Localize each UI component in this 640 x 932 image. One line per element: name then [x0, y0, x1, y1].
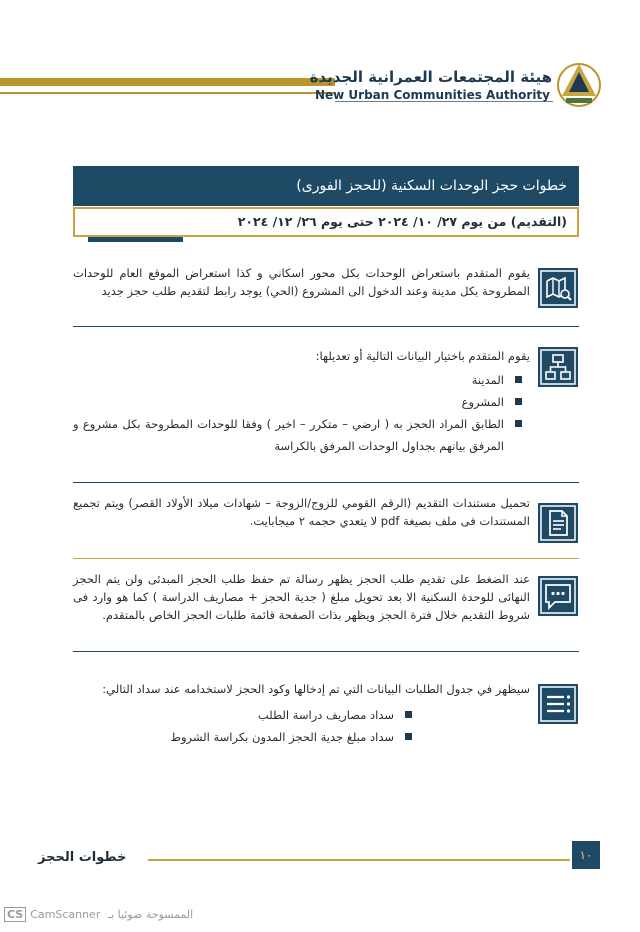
header-gold-line	[0, 92, 335, 94]
list-item: الطابق المراد الحجز به ( ارضي – متكرر – اخير ) وفقا للوحدات المطروحة بكل مشروع و المرفق بيانهم بجداول الوحدات المرفق بالكراسة	[73, 413, 530, 457]
sitemap-icon	[538, 347, 578, 387]
list-item: سداد مصاريف دراسة الطلب	[73, 704, 420, 726]
step-4-text: عند الضغط على تقديم طلب الحجز يظهر رسالة تم حفظ طلب الحجز المبدئى ولن يتم الحجز النهائى للوحدة السكنية الا بعد تحويل مبلغ ( جدية الحجز + مصاريف الدراسة ) كما هو وارد فى شروط التقديم خلال فترة الحجز ويظهر بذات الصفحة قائمة طلبات الحجز الخاص بالمتقدم.	[73, 572, 530, 622]
separator	[73, 651, 579, 652]
step-1-text: يقوم المتقدم باستعراض الوحدات بكل محور اسكاني و كذا استعراض الموقع العام للوحدات المطروحة بكل مدينة وعند الدخول الى المشروع (الحي) يوجد رابط لتقديم طلب حجز جديد	[73, 266, 530, 298]
page-title: خطوات حجز الوحدات السكنية (للحجز الفورى)	[73, 166, 579, 206]
org-name-arabic: هيئة المجتمعات العمرانية الجديدة	[309, 68, 552, 86]
chat-icon	[538, 576, 578, 616]
list-item: سداد مبلغ جدية الحجز المدون بكراسة الشروط	[73, 726, 420, 748]
list-item: المشروع	[73, 391, 530, 413]
step-2-intro: يقوم المتقدم باختيار البيانات التالية أو تعديلها:	[315, 349, 530, 363]
document-icon	[538, 503, 578, 543]
step-5-block	[73, 680, 530, 748]
camscanner-brand: CamScanner	[30, 908, 101, 921]
date-underline	[88, 237, 183, 242]
application-dates: (التقديم) من يوم ٢٧/ ١٠/ ٢٠٢٤ حتى يوم ٢٦/ ١٢/ ٢٠٢٤	[73, 207, 579, 237]
step-2-block	[73, 347, 530, 457]
page-number: ١٠	[572, 841, 600, 869]
separator	[73, 326, 579, 327]
header-gold-bar	[0, 78, 335, 86]
list-item: المدينة	[73, 369, 530, 391]
camscanner-watermark	[4, 907, 193, 922]
separator	[73, 482, 579, 483]
nuca-logo-icon	[556, 58, 602, 108]
org-name-english: New Urban Communities Authority	[314, 88, 550, 102]
map-search-icon	[538, 268, 578, 308]
footer-gold-line	[148, 859, 570, 861]
camscanner-arabic: الممسوحة ضوئيا بـ	[107, 908, 194, 921]
separator	[73, 558, 579, 559]
footer-section-label: خطوات الحجز	[38, 850, 127, 865]
step-3-text: تحميل مستندات التقديم (الرقم القومي للزوج/الزوجة – شهادات ميلاد الأولاد القصر) ويتم تجميع المستندات فى ملف بصيغة pdf لا يتعدي حجمه ٢ ميجابايت.	[73, 496, 530, 528]
step-5-intro: سيظهر في جدول الطلبات البيانات التي تم إدخالها وكود الحجز لاستخدامه عند سداد التالي:	[102, 682, 530, 696]
camscanner-badge: CS	[4, 907, 26, 922]
list-icon	[538, 684, 578, 724]
